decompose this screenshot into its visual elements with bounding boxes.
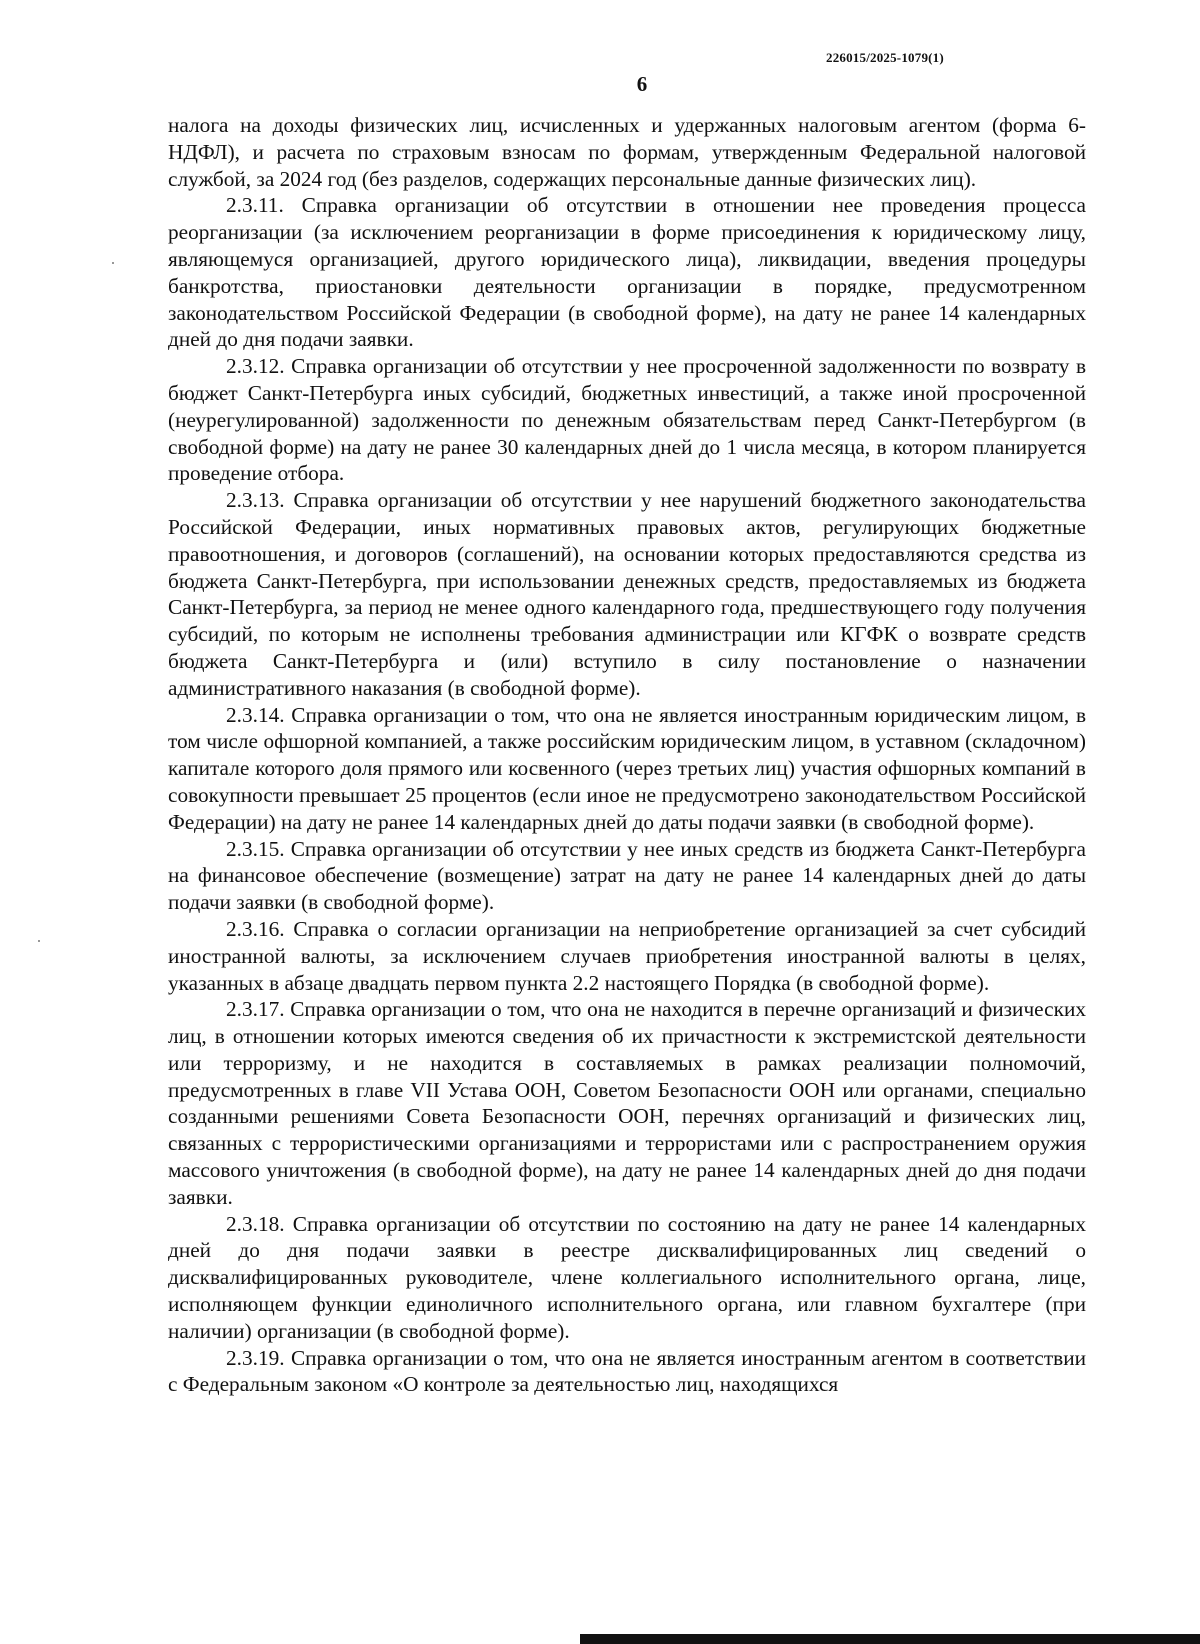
page-number: 6 xyxy=(636,72,648,96)
paragraph: 2.3.17. Справка организации о том, что она не находится в перечне организаций и физических лиц, в отношении которых имеются сведения об их причастности к экстремистской деятельности или терроризму, и не находится в составляемых в рамках реализации полномочий, предусмотренных в главе VII Устава ООН, Советом Безопасности ООН или органами, специально созданными решениями Совета Безопасности ООН, перечнях организаций и физических лиц, связанных с террористическими организациями и террористами или с распространением оружия массового уничтожения (в свободной форме), на дату не ранее 14 календарных дней до дня подачи заявки. xyxy=(168,997,1086,1209)
paragraph: 2.3.19. Справка организации о том, что она не является иностранным агентом в соответствии с Федеральным законом «О контроле за деятельностью лиц, находящихся xyxy=(168,1345,1086,1397)
scan-edge-bar xyxy=(580,1634,1200,1644)
paragraph: 2.3.15. Справка организации об отсутствии у нее иных средств из бюджета Санкт-Петербурга на финансовое обеспечение (возмещение) затрат на дату не ранее 14 календарных дней до даты подачи заявки (в свободной форме). xyxy=(168,836,1086,915)
paragraph: 2.3.18. Справка организации об отсутствии по состоянию на дату не ранее 14 календарных дней до дня подачи заявки в реестре дисквалифицированных лиц сведений о дисквалифицированных руководителе, члене коллегиального исполнительного органа, лице, исполняющем функции единоличного исполнительного органа, или главном бухгалтере (при наличии) организации (в свободной форме). xyxy=(168,1211,1086,1343)
paragraph: налога на доходы физических лиц, исчисленных и удержанных налоговым агентом (форма 6-НДФЛ), и расчета по страховым взносам по формам, утвержденным Федеральной налоговой службой, за 2024 год (без разделов, содержащих персональные данные физических лиц). xyxy=(168,113,1086,191)
document-body xyxy=(168,112,1086,1398)
document-number: 226015/2025-1079(1) xyxy=(826,50,944,65)
paragraph: 2.3.14. Справка организации о том, что она не является иностранным юридическим лицом, в том числе офшорной компанией, а также российским юридическим лицом, в уставном (складочном) капитале которого доля прямого или косвенного (через третьих лиц) участия офшорных компаний в совокупности превышает 25 процентов (если иное не предусмотрено законодательством Российской Федерации) на дату не ранее 14 календарных дней до даты подачи заявки (в свободной форме). xyxy=(168,702,1086,834)
paragraph: 2.3.11. Справка организации об отсутствии в отношении нее проведения процесса реорганизации (за исключением реорганизации в форме присоединения к юридическому лицу, являющемуся организацией, другого юридического лица), ликвидации, введения процедуры банкротства, приостановки деятельности организации в порядке, предусмотренном законодательством Российской Федерации (в свободной форме), на дату не ранее 14 календарных дней до дня подачи заявки. xyxy=(168,193,1086,352)
scan-speck xyxy=(112,262,114,264)
paragraph: 2.3.12. Справка организации об отсутствии у нее просроченной задолженности по возврату в бюджет Санкт-Петербурга иных субсидий, бюджетных инвестиций, а также иной просроченной (неурегулированной) задолженности по денежным обязательствам перед Санкт-Петербургом (в свободной форме) на дату не ранее 30 календарных дней до 1 числа месяца, в котором планируется проведение отбора. xyxy=(168,354,1086,486)
paragraph: 2.3.16. Справка о согласии организации на неприобретение организацией за счет субсидий иностранной валюты, за исключением случаев приобретения иностранной валюты в целях, указанных в абзаце двадцать первом пункта 2.2 настоящего Порядка (в свободной форме). xyxy=(168,916,1086,995)
scan-speck xyxy=(38,940,40,942)
paragraph: 2.3.13. Справка организации об отсутствии у нее нарушений бюджетного законодательства Российской Федерации, иных нормативных правовых актов, регулирующих бюджетные правоотношения, и договоров (соглашений), на основании которых предоставляются средства из бюджета Санкт-Петербурга, при использовании денежных средств, предоставляемых из бюджета Санкт-Петербурга, за период не менее одного календарного года, предшествующего году получения субсидий, по которым не исполнены требования администрации или КГФК о возврате средств бюджета Санкт-Петербурга и (или) вступило в силу постановление о назначении административного наказания (в свободной форме). xyxy=(168,488,1086,700)
